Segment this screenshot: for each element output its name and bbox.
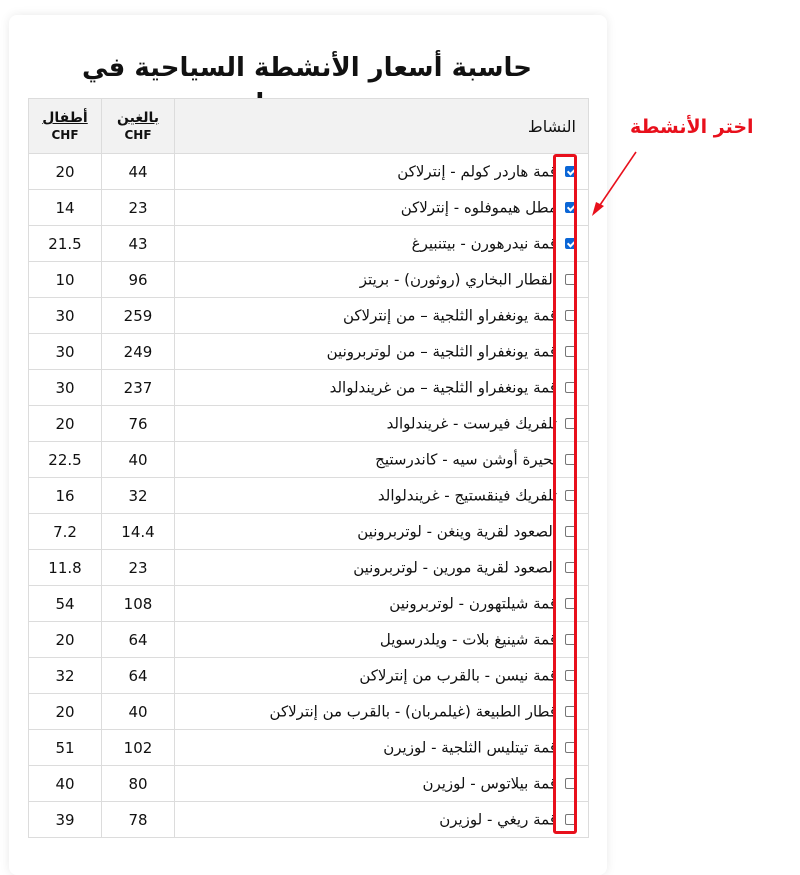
- activity-name: الصعود لقرية وينغن - لوتربرونين: [357, 522, 557, 541]
- activity-cell: [175, 370, 589, 406]
- activity-cell: [175, 514, 589, 550]
- child-price: 40: [29, 766, 102, 802]
- header-children-currency: CHF: [51, 128, 79, 142]
- adult-price: 32: [102, 478, 175, 514]
- activity-name: بحيرة أوشن سيه - كاندرستيج: [375, 450, 557, 469]
- activity-name: قمة نيسن - بالقرب من إنترلاكن: [359, 666, 557, 685]
- activity-name: قمة ريغي - لوزيرن: [439, 810, 557, 829]
- table-row: [29, 334, 589, 370]
- activity-cell: [175, 550, 589, 586]
- table-row: [29, 622, 589, 658]
- checkbox-highlight-box: [553, 154, 577, 834]
- activity-cell: [175, 658, 589, 694]
- page-title: حاسبة أسعار الأنشطة السياحية في: [81, 53, 533, 83]
- header-activity: النشاط: [175, 99, 589, 154]
- activity-cell: [175, 802, 589, 838]
- activity-name: قمة بيلاتوس - لوزيرن: [422, 774, 557, 793]
- child-price: 32: [29, 658, 102, 694]
- adult-price: 80: [102, 766, 175, 802]
- adult-price: 40: [102, 442, 175, 478]
- adult-price: 76: [102, 406, 175, 442]
- table-row: [29, 478, 589, 514]
- callout-arrow-icon: [580, 140, 650, 220]
- adult-price: 23: [102, 190, 175, 226]
- child-price: 30: [29, 370, 102, 406]
- table-row: [29, 298, 589, 334]
- activity-cell: [175, 730, 589, 766]
- table-row: [29, 406, 589, 442]
- table-row: [29, 766, 589, 802]
- table-row: [29, 802, 589, 838]
- adult-price: 43: [102, 226, 175, 262]
- activity-cell: [175, 298, 589, 334]
- activity-name: قمة نيدرهورن - بيتنبيرغ: [411, 234, 557, 253]
- child-price: 16: [29, 478, 102, 514]
- header-adults: [102, 99, 175, 154]
- child-price: 20: [29, 154, 102, 190]
- activity-cell: [175, 442, 589, 478]
- activity-name: قمة شينيغ بلات - ويلدرسويل: [379, 630, 557, 649]
- adult-price: 64: [102, 658, 175, 694]
- table-row: [29, 370, 589, 406]
- table-row: [29, 442, 589, 478]
- activity-cell: [175, 226, 589, 262]
- adult-price: 108: [102, 586, 175, 622]
- header-children: [29, 99, 102, 154]
- activity-name: الصعود لقرية مورين - لوتربرونين: [353, 558, 557, 577]
- activity-name: قمة يونغفراو الثلجية – من غريندلوالد: [329, 378, 557, 397]
- adult-price: 44: [102, 154, 175, 190]
- child-price: 30: [29, 334, 102, 370]
- activity-name: تلفريك فيرست - غريندلوالد: [386, 414, 557, 433]
- adult-price: 96: [102, 262, 175, 298]
- activity-cell: [175, 622, 589, 658]
- child-price: 14: [29, 190, 102, 226]
- adult-price: 40: [102, 694, 175, 730]
- activity-cell: [175, 766, 589, 802]
- table-row: [29, 550, 589, 586]
- table-row: [29, 514, 589, 550]
- child-price: 21.5: [29, 226, 102, 262]
- table-row: [29, 190, 589, 226]
- header-adults-label: بالغين: [117, 110, 159, 126]
- table-row: [29, 154, 589, 190]
- child-price: 39: [29, 802, 102, 838]
- activity-cell: [175, 262, 589, 298]
- activity-name: قمة يونغفراو الثلجية – من لوتربرونين: [326, 342, 557, 361]
- child-price: 20: [29, 622, 102, 658]
- activity-cell: [175, 586, 589, 622]
- adult-price: 78: [102, 802, 175, 838]
- activity-cell: [175, 334, 589, 370]
- adult-price: 102: [102, 730, 175, 766]
- adult-price: 249: [102, 334, 175, 370]
- activity-name: القطار البخاري (روثورن) - بريتز: [359, 270, 557, 289]
- activity-name: قطار الطبيعة (غيلمربان) - بالقرب من إنترلاكن: [269, 702, 557, 721]
- table-header-row: [29, 99, 589, 154]
- activity-cell: [175, 190, 589, 226]
- table-row: [29, 694, 589, 730]
- child-price: 11.8: [29, 550, 102, 586]
- price-table: [28, 98, 589, 838]
- table-row: [29, 262, 589, 298]
- activity-cell: [175, 154, 589, 190]
- table-row: [29, 226, 589, 262]
- adult-price: 23: [102, 550, 175, 586]
- table-row: [29, 658, 589, 694]
- child-price: 20: [29, 694, 102, 730]
- adult-price: 64: [102, 622, 175, 658]
- activity-cell: [175, 406, 589, 442]
- table-row: [29, 586, 589, 622]
- header-children-label: أطفال: [42, 110, 88, 126]
- activity-cell: [175, 694, 589, 730]
- activity-name: قمة هاردر كولم - إنترلاكن: [397, 162, 557, 181]
- activity-name: قمة يونغفراو الثلجية – من إنترلاكن: [342, 306, 557, 325]
- activity-name: قمة شيلتهورن - لوتربرونين: [389, 594, 557, 613]
- adult-price: 259: [102, 298, 175, 334]
- activity-name: تلفريك فينقستيج - غريندلوالد: [377, 486, 557, 505]
- child-price: 7.2: [29, 514, 102, 550]
- activity-cell: [175, 478, 589, 514]
- adult-price: 237: [102, 370, 175, 406]
- activity-name: مطل هيموفلوه - إنترلاكن: [400, 198, 557, 217]
- child-price: 10: [29, 262, 102, 298]
- child-price: 20: [29, 406, 102, 442]
- activity-name: قمة تيتليس الثلجية - لوزيرن: [383, 738, 557, 757]
- callout-label: اختر الأنشطة: [630, 116, 754, 138]
- child-price: 22.5: [29, 442, 102, 478]
- child-price: 54: [29, 586, 102, 622]
- table-row: [29, 730, 589, 766]
- child-price: 51: [29, 730, 102, 766]
- header-adults-currency: CHF: [124, 128, 152, 142]
- child-price: 30: [29, 298, 102, 334]
- adult-price: 14.4: [102, 514, 175, 550]
